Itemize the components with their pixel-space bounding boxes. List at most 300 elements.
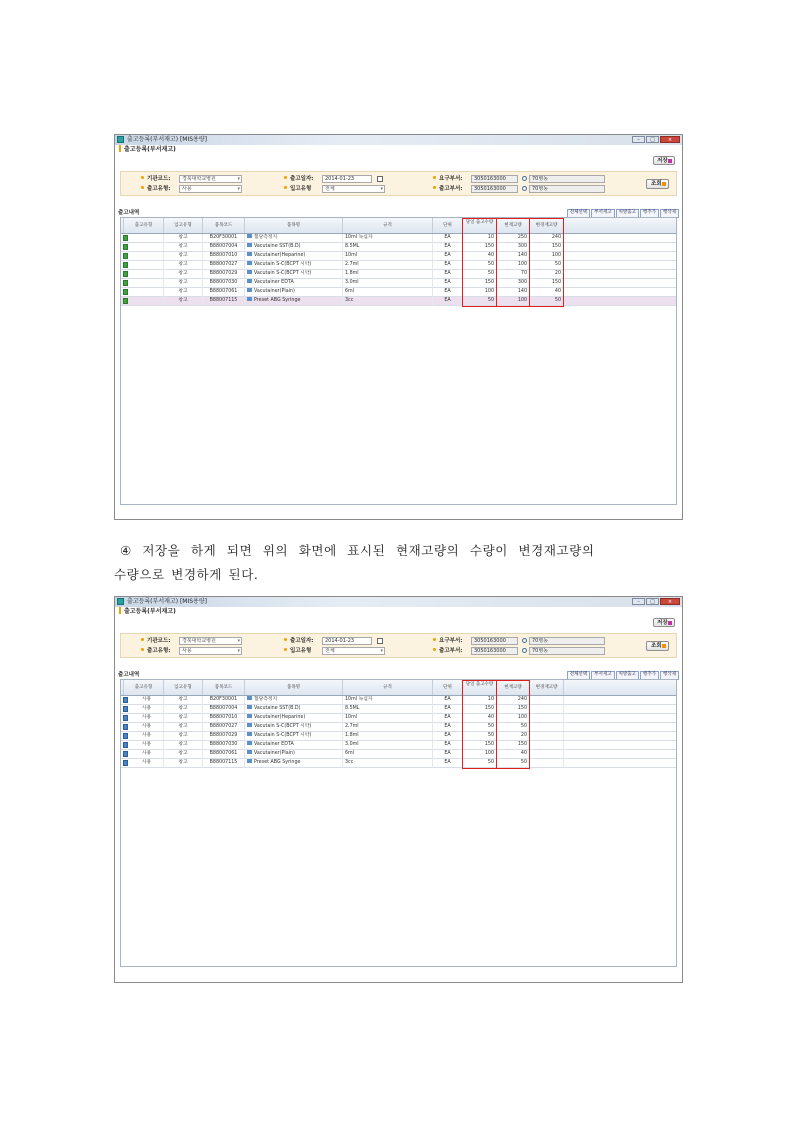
cell-value: 6ml	[345, 751, 355, 756]
table-row[interactable]	[121, 723, 676, 732]
table-cell-out-type	[130, 252, 164, 261]
section-title	[118, 671, 139, 679]
cell-value: Vacutainer(Plain)	[254, 751, 295, 756]
cell-value: EA	[444, 253, 451, 258]
cell-value: 150	[517, 706, 527, 711]
bullet-icon	[141, 638, 144, 641]
row-status-icon	[123, 760, 128, 766]
cell-value: 창고	[178, 706, 188, 711]
in-type-select[interactable]	[322, 647, 385, 655]
req-dept-code-field-value: 3050163000	[474, 176, 506, 182]
table-cell-spec	[343, 270, 433, 279]
caption-line-2: 수량으로 변경하게 된다.	[114, 567, 259, 582]
cell-value: B88007030	[209, 742, 238, 747]
cell-value: EA	[444, 244, 451, 249]
action-button[interactable]: 전체선택	[567, 209, 590, 218]
grid-header-cell[interactable]: 변경재고량	[530, 218, 564, 233]
cell-value: EA	[444, 715, 451, 720]
grid-header-cell[interactable]: 규격	[343, 680, 433, 695]
org-code-select[interactable]	[179, 637, 242, 645]
memo-icon	[247, 234, 252, 238]
cell-value: 70	[520, 271, 527, 276]
cell-value: EA	[444, 271, 451, 276]
close-icon[interactable]: ×	[660, 598, 680, 605]
action-button[interactable]: 행추가	[640, 209, 659, 218]
table-cell-code	[203, 279, 245, 288]
table-cell-out-type	[130, 759, 164, 768]
cell-value: 50	[520, 760, 527, 765]
cell-value: 50	[554, 298, 561, 303]
table-cell-spec	[343, 732, 433, 741]
search-icon[interactable]	[522, 176, 527, 181]
out-dept-name-value: 70병동	[532, 186, 549, 192]
grid-header-cell[interactable]: 단위	[433, 218, 463, 233]
cell-value: 50	[554, 262, 561, 267]
cell-value: EA	[444, 760, 451, 765]
cell-value: EA	[444, 298, 451, 303]
in-type-select-value: 전체	[325, 648, 335, 654]
bullet-icon	[433, 176, 436, 179]
memo-icon	[247, 297, 252, 301]
action-button[interactable]: 전체선택	[567, 671, 590, 680]
table-cell-spec	[343, 759, 433, 768]
table-cell-in-type	[164, 279, 203, 288]
cell-value: 10	[487, 697, 494, 702]
cell-value: 100	[517, 298, 527, 303]
table-cell-code	[203, 714, 245, 723]
out-type-label-text: 출고유형:	[147, 186, 171, 192]
cell-value: B88007115	[209, 760, 238, 765]
out-type-select[interactable]	[179, 185, 242, 193]
table-cell-code	[203, 732, 245, 741]
calendar-icon[interactable]	[377, 638, 383, 644]
cell-value: 150	[484, 280, 494, 285]
maximize-icon[interactable]: □	[646, 136, 659, 143]
chevron-down-icon: ▾	[237, 176, 240, 182]
chevron-down-icon: ▾	[237, 638, 240, 644]
table-cell-in-type	[164, 714, 203, 723]
cell-value: 사용	[141, 733, 152, 738]
highlight-box	[462, 680, 497, 769]
form-title	[119, 607, 176, 617]
grid-header-cell[interactable]: 당일 출고수량	[463, 218, 497, 233]
org-code-label	[141, 637, 170, 645]
cell-value: 3cc	[345, 760, 354, 765]
grid-header-cell[interactable]: 변경재고량	[530, 680, 564, 695]
cell-value: 6ml	[345, 289, 355, 294]
table-row[interactable]	[121, 243, 676, 252]
cell-value: 창고	[178, 733, 188, 738]
row-status-icon	[123, 706, 128, 712]
table-row[interactable]	[121, 297, 676, 306]
grid-header-cell[interactable]: 입고유형	[164, 680, 203, 695]
items-grid	[120, 217, 677, 505]
window-controls	[632, 598, 680, 605]
table-cell-code	[203, 741, 245, 750]
cell-value: 150	[551, 244, 561, 249]
table-cell-new-stock	[530, 696, 564, 705]
out-dept-label-text: 출고부서:	[439, 648, 463, 654]
table-cell-unit	[433, 243, 463, 252]
req-dept-label-text: 요구부서:	[439, 176, 463, 182]
save-button-label: 저장	[657, 158, 668, 164]
table-cell-name	[245, 714, 343, 723]
cell-value: 창고	[178, 298, 188, 303]
cell-value: 150	[484, 244, 494, 249]
maximize-icon[interactable]: □	[646, 598, 659, 605]
cell-value: Preset ABG Syringe	[254, 298, 301, 303]
org-code-label-text: 기관코드:	[147, 176, 171, 182]
cell-value: 100	[517, 262, 527, 267]
table-cell-code	[203, 270, 245, 279]
cell-value: EA	[444, 289, 451, 294]
cell-value: 150	[551, 280, 561, 285]
cell-value: 100	[551, 253, 561, 258]
cell-value: 10ml	[345, 253, 358, 258]
out-dept-name-field	[529, 647, 605, 655]
close-icon[interactable]: ×	[660, 136, 680, 143]
action-button[interactable]: 처방출고	[616, 671, 639, 680]
memo-icon	[247, 270, 252, 274]
grid-header	[121, 218, 676, 234]
cell-value: EA	[444, 751, 451, 756]
table-row[interactable]	[121, 279, 676, 288]
grid-header-cell[interactable]: 출고유형	[124, 680, 164, 695]
cell-value: 240	[551, 235, 561, 240]
table-row[interactable]	[121, 714, 676, 723]
row-status-icon	[123, 298, 128, 304]
table-cell-in-type	[164, 696, 203, 705]
memo-icon	[247, 714, 252, 718]
grid-header-cell[interactable]: 입고유형	[164, 218, 203, 233]
cell-value: 150	[484, 742, 494, 747]
calendar-icon[interactable]	[377, 176, 383, 182]
table-cell-code	[203, 234, 245, 243]
cell-value: 2.7ml	[345, 262, 359, 267]
row-status-icon	[123, 724, 128, 730]
window-title: 출고등록(부서재고) [MIS용량]	[127, 136, 207, 143]
cell-value: 창고	[178, 715, 188, 720]
table-cell-name	[245, 705, 343, 714]
table-row[interactable]	[121, 261, 676, 270]
bullet-icon	[433, 648, 436, 651]
table-cell-spec	[343, 741, 433, 750]
req-dept-label	[433, 637, 462, 645]
table-cell-in-type	[164, 261, 203, 270]
form-title-text: 출고등록(부서재고)	[124, 608, 176, 615]
table-cell-in-type	[164, 705, 203, 714]
table-cell-code	[203, 243, 245, 252]
table-cell-unit	[433, 261, 463, 270]
save-button[interactable]	[653, 618, 675, 627]
out-date-input[interactable]	[322, 175, 372, 183]
table-cell-spec	[343, 243, 433, 252]
title-marker-icon	[119, 607, 121, 614]
grid-header-cell[interactable]: 현재고량	[497, 680, 530, 695]
table-cell-in-type	[164, 741, 203, 750]
cell-value: Vacutainer(Heparine)	[254, 253, 306, 258]
memo-icon	[247, 288, 252, 292]
table-cell-name	[245, 759, 343, 768]
cell-value: Vacutaine SST(B.D)	[254, 706, 301, 711]
table-cell-new-stock	[530, 750, 564, 759]
chevron-down-icon: ▾	[380, 648, 383, 654]
table-cell-spec	[343, 288, 433, 297]
cell-value: B88007027	[209, 724, 238, 729]
action-button[interactable]: 처방출고	[616, 209, 639, 218]
save-button[interactable]	[653, 156, 675, 165]
cell-value: 창고	[178, 289, 188, 294]
table-row[interactable]	[121, 696, 676, 705]
req-dept-label-text: 요구부서:	[439, 638, 463, 644]
minimize-icon[interactable]: –	[632, 598, 645, 605]
memo-icon	[247, 732, 252, 736]
cell-value: Vacutaine SST(B.D)	[254, 244, 301, 249]
table-cell-spec	[343, 696, 433, 705]
table-cell-name	[245, 297, 343, 306]
table-row[interactable]	[121, 252, 676, 261]
table-cell-spec	[343, 252, 433, 261]
table-cell-unit	[433, 741, 463, 750]
table-row[interactable]	[121, 705, 676, 714]
row-status-icon	[123, 271, 128, 277]
cell-value: EA	[444, 706, 451, 711]
cell-value: 사용	[141, 724, 152, 729]
row-status-icon	[123, 262, 128, 268]
form-title-text: 출고등록(부서재고)	[124, 146, 176, 153]
org-code-select[interactable]	[179, 175, 242, 183]
cell-value: EA	[444, 733, 451, 738]
memo-icon	[247, 261, 252, 265]
cell-value: Vacutain S-C(BCPT 시약)	[254, 724, 312, 729]
cell-value: B88007027	[209, 262, 238, 267]
out-date-label	[284, 175, 313, 183]
cell-value: 20	[520, 733, 527, 738]
table-row[interactable]	[121, 270, 676, 279]
table-row[interactable]	[121, 741, 676, 750]
req-dept-code-field[interactable]	[471, 175, 518, 183]
bullet-icon	[284, 648, 287, 651]
cell-value: 300	[517, 280, 527, 285]
out-date-input[interactable]	[322, 637, 372, 645]
section-title-text: 출고내역	[118, 672, 140, 678]
cell-value: 50	[487, 298, 494, 303]
table-cell-in-type	[164, 243, 203, 252]
search-conditions-panel	[120, 171, 677, 196]
req-dept-name-value: 70병동	[532, 176, 549, 182]
cell-value: 150	[484, 706, 494, 711]
cell-value: Vacutainer EDTA	[254, 742, 294, 747]
out-date-label	[284, 637, 313, 645]
grid-header-cell[interactable]: 단위	[433, 680, 463, 695]
table-row[interactable]	[121, 234, 676, 243]
cell-value: 240	[517, 697, 527, 702]
table-cell-new-stock	[530, 759, 564, 768]
memo-icon	[247, 705, 252, 709]
action-button[interactable]: 행삭제	[660, 209, 679, 218]
grid-header-cell[interactable]: 품목명	[245, 680, 343, 695]
query-icon	[662, 644, 666, 648]
chevron-down-icon: ▾	[380, 186, 383, 192]
cell-value: 300	[517, 244, 527, 249]
form-title	[119, 145, 176, 155]
table-row[interactable]	[121, 750, 676, 759]
cell-value: EA	[444, 724, 451, 729]
cell-value: EA	[444, 742, 451, 747]
table-cell-name	[245, 243, 343, 252]
cell-value: 40	[487, 253, 494, 258]
bullet-icon	[284, 638, 287, 641]
action-button[interactable]: 부서재고	[591, 209, 614, 218]
grid-header-cell[interactable]: 품목명	[245, 218, 343, 233]
minimize-icon[interactable]: –	[632, 136, 645, 143]
out-date-label-text: 출고일자:	[290, 176, 314, 182]
window-controls	[632, 136, 680, 143]
out-type-select[interactable]	[179, 647, 242, 655]
cell-value: EA	[444, 280, 451, 285]
cell-value: 창고	[178, 760, 188, 765]
action-button[interactable]: 행추가	[640, 671, 659, 680]
cell-value: B20F30001	[209, 697, 238, 702]
table-cell-in-type	[164, 759, 203, 768]
grid-header-cell[interactable]: 품목코드	[203, 680, 245, 695]
search-conditions-panel	[120, 633, 677, 658]
table-cell-spec	[343, 723, 433, 732]
table-cell-in-type	[164, 723, 203, 732]
table-cell-unit	[433, 234, 463, 243]
table-cell-spec	[343, 297, 433, 306]
app-icon	[117, 136, 124, 143]
row-status-icon	[123, 244, 128, 250]
org-code-select-value: 경북대학교병원	[182, 176, 216, 182]
out-dept-label-text: 출고부서:	[439, 186, 463, 192]
org-code-label	[141, 175, 170, 183]
cell-value: 10ml 녹십자	[345, 235, 373, 240]
bullet-icon	[433, 638, 436, 641]
row-status-icon	[123, 715, 128, 721]
query-icon	[662, 182, 666, 186]
query-button[interactable]	[646, 179, 669, 189]
cell-value: 50	[487, 724, 494, 729]
table-cell-code	[203, 261, 245, 270]
cell-value: B88007029	[209, 271, 238, 276]
out-type-label-text: 출고유형:	[147, 648, 171, 654]
out-dept-code-field[interactable]	[471, 647, 518, 655]
table-cell-spec	[343, 750, 433, 759]
cell-value: 3.0ml	[345, 280, 359, 285]
cell-value: Vacutainer(Heparine)	[254, 715, 306, 720]
search-icon[interactable]	[522, 648, 527, 653]
table-cell-out-type	[130, 270, 164, 279]
in-type-select[interactable]	[322, 185, 385, 193]
grid-header-cell[interactable]: 현재고량	[497, 218, 530, 233]
out-type-label	[141, 647, 170, 655]
out-dept-code-field[interactable]	[471, 185, 518, 193]
table-row[interactable]	[121, 732, 676, 741]
memo-icon	[247, 243, 252, 247]
cell-value: B88007010	[209, 715, 238, 720]
grid-header	[121, 680, 676, 696]
bullet-icon	[433, 186, 436, 189]
req-dept-code-field[interactable]	[471, 637, 518, 645]
bullet-icon	[141, 186, 144, 189]
table-cell-name	[245, 261, 343, 270]
action-button[interactable]: 부서재고	[591, 671, 614, 680]
out-type-select-value: 사용	[182, 648, 192, 654]
table-cell-code	[203, 723, 245, 732]
search-icon[interactable]	[522, 638, 527, 643]
cell-value: 100	[484, 751, 494, 756]
row-status-icon	[123, 697, 128, 703]
app-icon	[117, 598, 124, 605]
cell-value: 140	[517, 289, 527, 294]
caption-text	[114, 539, 680, 587]
table-cell-spec	[343, 234, 433, 243]
cell-value: 창고	[178, 253, 188, 258]
search-icon[interactable]	[522, 186, 527, 191]
in-type-label-text: 입고유형	[290, 186, 312, 192]
chevron-down-icon: ▾	[237, 186, 240, 192]
out-dept-code-field-value: 3050163000	[474, 186, 506, 192]
cell-value: 1.8ml	[345, 733, 359, 738]
grid-header-cell[interactable]: 품목코드	[203, 218, 245, 233]
cell-value: 50	[520, 724, 527, 729]
table-cell-unit	[433, 252, 463, 261]
cell-value: 창고	[178, 271, 188, 276]
table-row[interactable]	[121, 288, 676, 297]
cell-value: 140	[517, 253, 527, 258]
row-status-icon	[123, 280, 128, 286]
cell-value: 50	[487, 733, 494, 738]
cell-value: 사용	[141, 751, 152, 756]
memo-icon	[247, 750, 252, 754]
items-grid	[120, 679, 677, 967]
org-code-select-value: 경북대학교병원	[182, 638, 216, 644]
section-title	[118, 209, 139, 217]
table-cell-out-type	[130, 261, 164, 270]
table-cell-unit	[433, 732, 463, 741]
table-cell-in-type	[164, 252, 203, 261]
table-cell-unit	[433, 714, 463, 723]
save-button-label: 저장	[657, 620, 668, 626]
table-cell-out-type	[130, 696, 164, 705]
cell-value: 사용	[141, 760, 152, 765]
grid-header-cell[interactable]: 규격	[343, 218, 433, 233]
query-button[interactable]	[646, 641, 669, 651]
table-cell-out-type	[130, 288, 164, 297]
req-dept-name-value: 70병동	[532, 638, 549, 644]
req-dept-label	[433, 175, 462, 183]
table-cell-out-type	[130, 732, 164, 741]
out-dept-label	[433, 647, 462, 655]
out-date-input-value: 2014-01-23	[325, 638, 355, 644]
table-cell-in-type	[164, 270, 203, 279]
table-cell-spec	[343, 714, 433, 723]
table-cell-new-stock	[530, 732, 564, 741]
grid-header-cell[interactable]: 출고유형	[124, 218, 164, 233]
table-row[interactable]	[121, 759, 676, 768]
table-cell-spec	[343, 279, 433, 288]
cell-value: 창고	[178, 280, 188, 285]
out-date-label-text: 출고일자:	[290, 638, 314, 644]
cell-value: 250	[517, 235, 527, 240]
cell-value: 혈당측정지	[254, 697, 278, 702]
memo-icon	[247, 279, 252, 283]
grid-header-cell[interactable]: 당일 출고수량	[463, 680, 497, 695]
action-button[interactable]: 행삭제	[660, 671, 679, 680]
cell-value: 10ml	[345, 715, 358, 720]
cell-value: B88007061	[209, 289, 238, 294]
